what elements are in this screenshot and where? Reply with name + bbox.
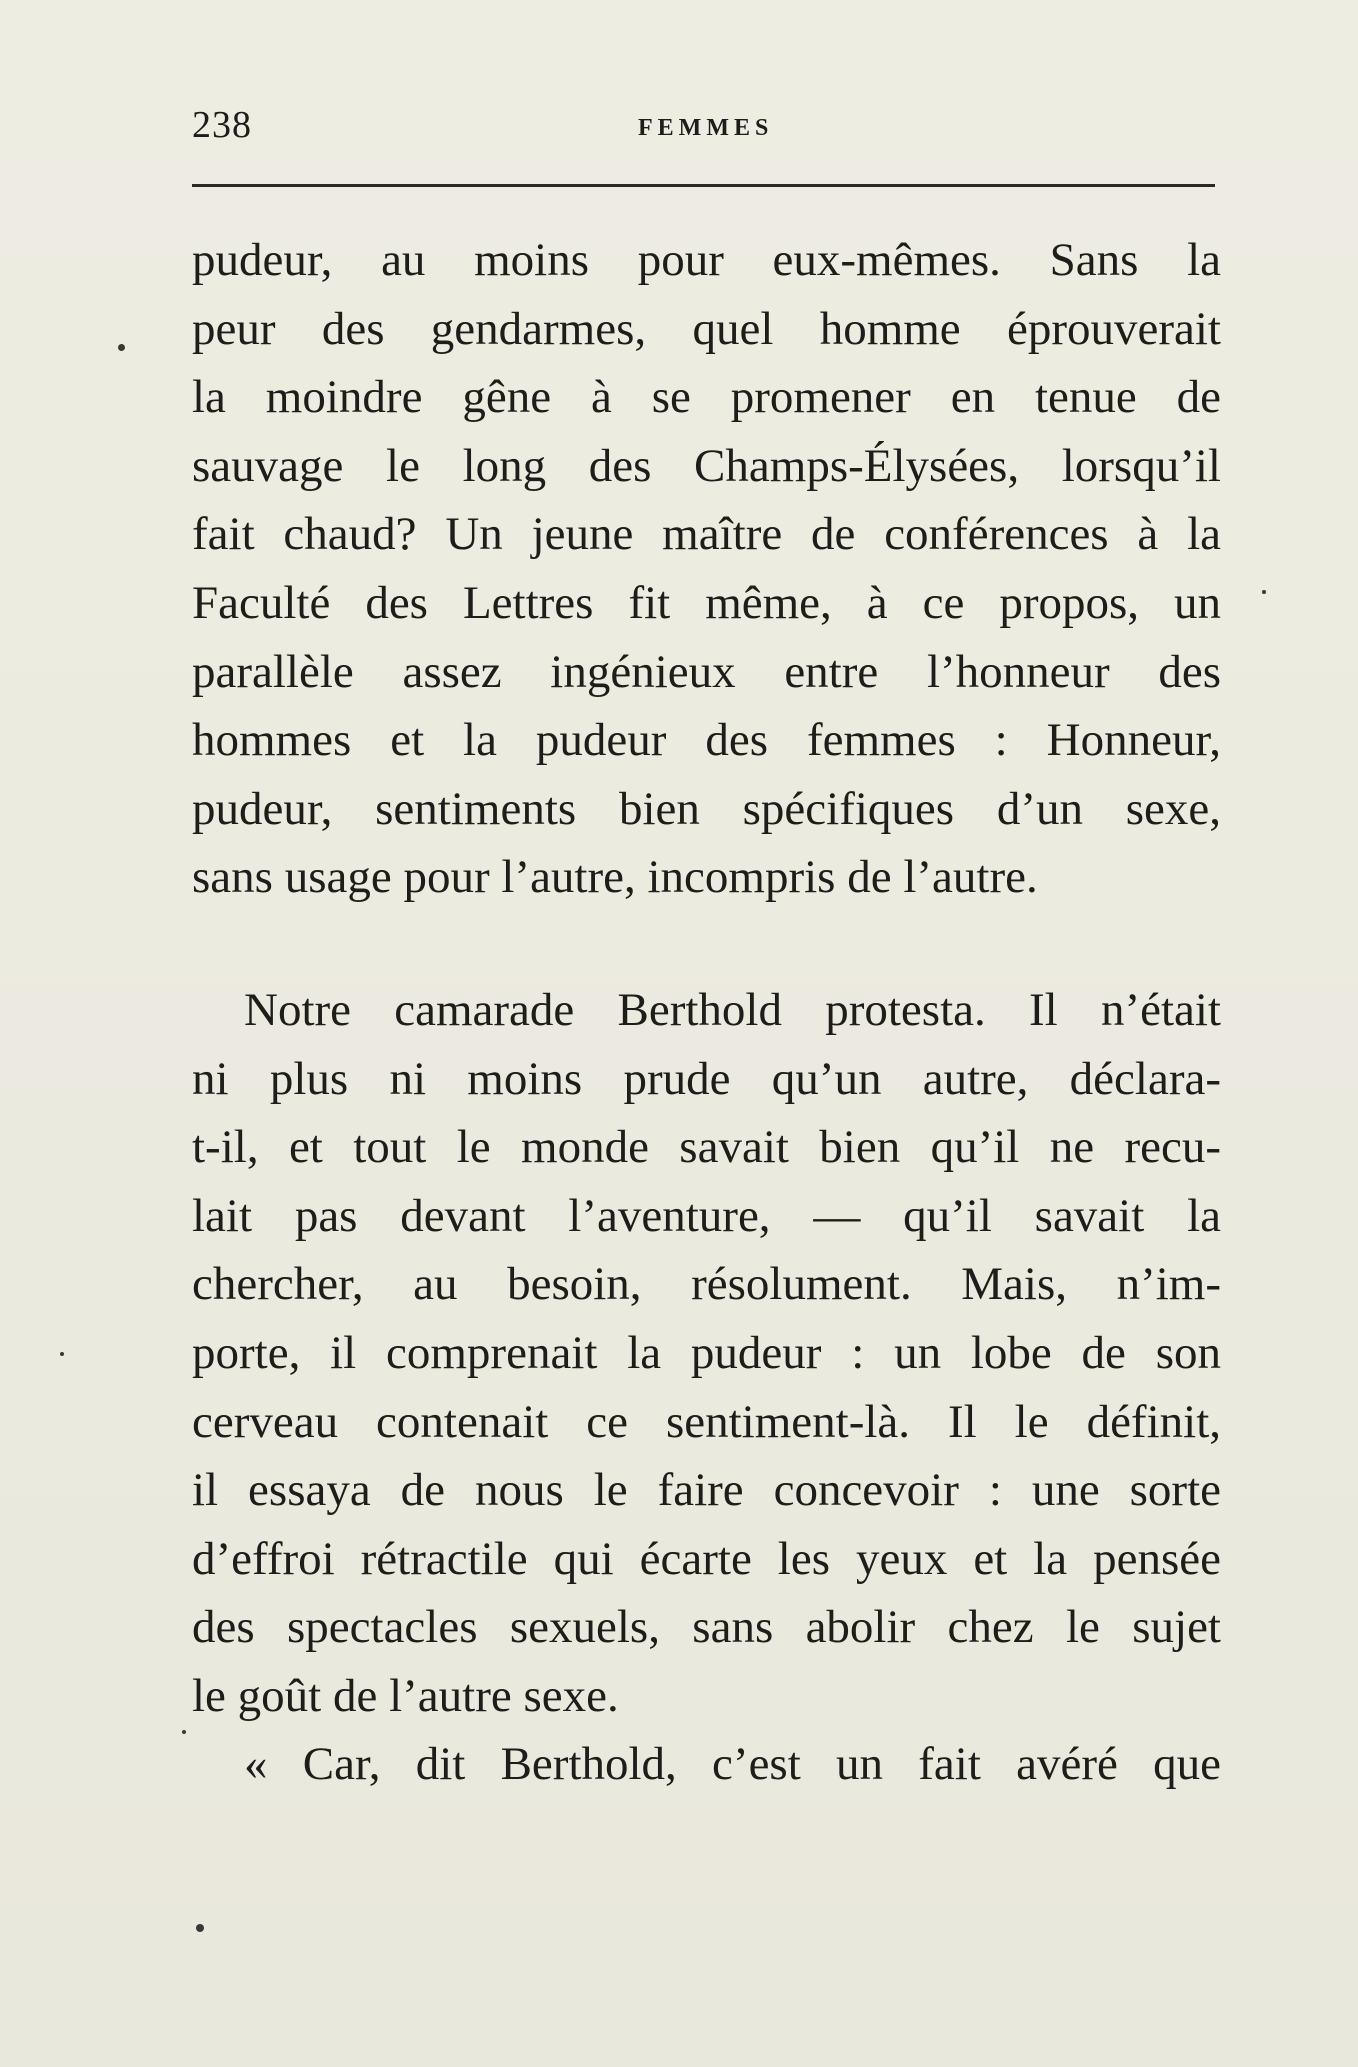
paper-speck [1262, 590, 1266, 594]
text-line: sans usage pour l’autre, incompris de l’autre. [192, 851, 1038, 904]
text-line: pudeur, sentiments bien spécifiques d’un sexe, [192, 782, 1221, 835]
text-line: hommes et la pudeur des femmes : Honneur, [192, 714, 1221, 767]
text-line: la moindre gêne à se promener en tenue de [192, 371, 1221, 424]
text-line: t-il, et tout le monde savait bien qu’il ne recu- [192, 1121, 1221, 1174]
body-text [192, 226, 1221, 1799]
running-head: FEMMES [638, 115, 774, 141]
text-line: Faculté des Lettres fit même, à ce propos, un [192, 576, 1221, 629]
text-line: sauvage le long des Champs-Élysées, lorsqu’il [192, 439, 1221, 492]
paper-speck [60, 1352, 64, 1356]
text-line: chercher, au besoin, résolument. Mais, n’im- [192, 1258, 1221, 1311]
header-rule [192, 184, 1215, 187]
text-line: le goût de l’autre sexe. [192, 1669, 619, 1722]
paper-speck [196, 1924, 204, 1932]
page-header [192, 100, 1215, 150]
text-line: ni plus ni moins prude qu’un autre, déclara- [192, 1052, 1221, 1105]
paragraph-1 [192, 226, 1221, 912]
page-number: 238 [192, 104, 252, 146]
paragraph-2 [192, 976, 1221, 1731]
text-line: il essaya de nous le faire concevoir : une sorte [192, 1464, 1221, 1517]
text-line: Notre camarade Berthold protesta. Il n’était [244, 983, 1221, 1036]
text-line: cerveau contenait ce sentiment-là. Il le définit, [192, 1395, 1221, 1448]
text-line: d’effroi rétractile qui écarte les yeux et la pensée [192, 1532, 1221, 1585]
text-line: des spectacles sexuels, sans abolir chez le sujet [192, 1601, 1221, 1654]
paper-speck [182, 1730, 186, 1734]
text-line: « Car, dit Berthold, c’est un fait avéré que [244, 1738, 1221, 1791]
text-line: parallèle assez ingénieux entre l’honneur des [192, 645, 1221, 698]
paragraph-gap [192, 912, 1221, 976]
text-line: peur des gendarmes, quel homme éprouverait [192, 302, 1221, 355]
text-line: fait chaud? Un jeune maître de conférences à la [192, 508, 1221, 561]
paragraph-3 [192, 1730, 1221, 1799]
text-line: porte, il comprenait la pudeur : un lobe de son [192, 1326, 1221, 1379]
text-line: pudeur, au moins pour eux-mêmes. Sans la [192, 234, 1221, 286]
text-line: lait pas devant l’aventure, — qu’il savait la [192, 1189, 1221, 1242]
paper-speck [118, 344, 125, 351]
